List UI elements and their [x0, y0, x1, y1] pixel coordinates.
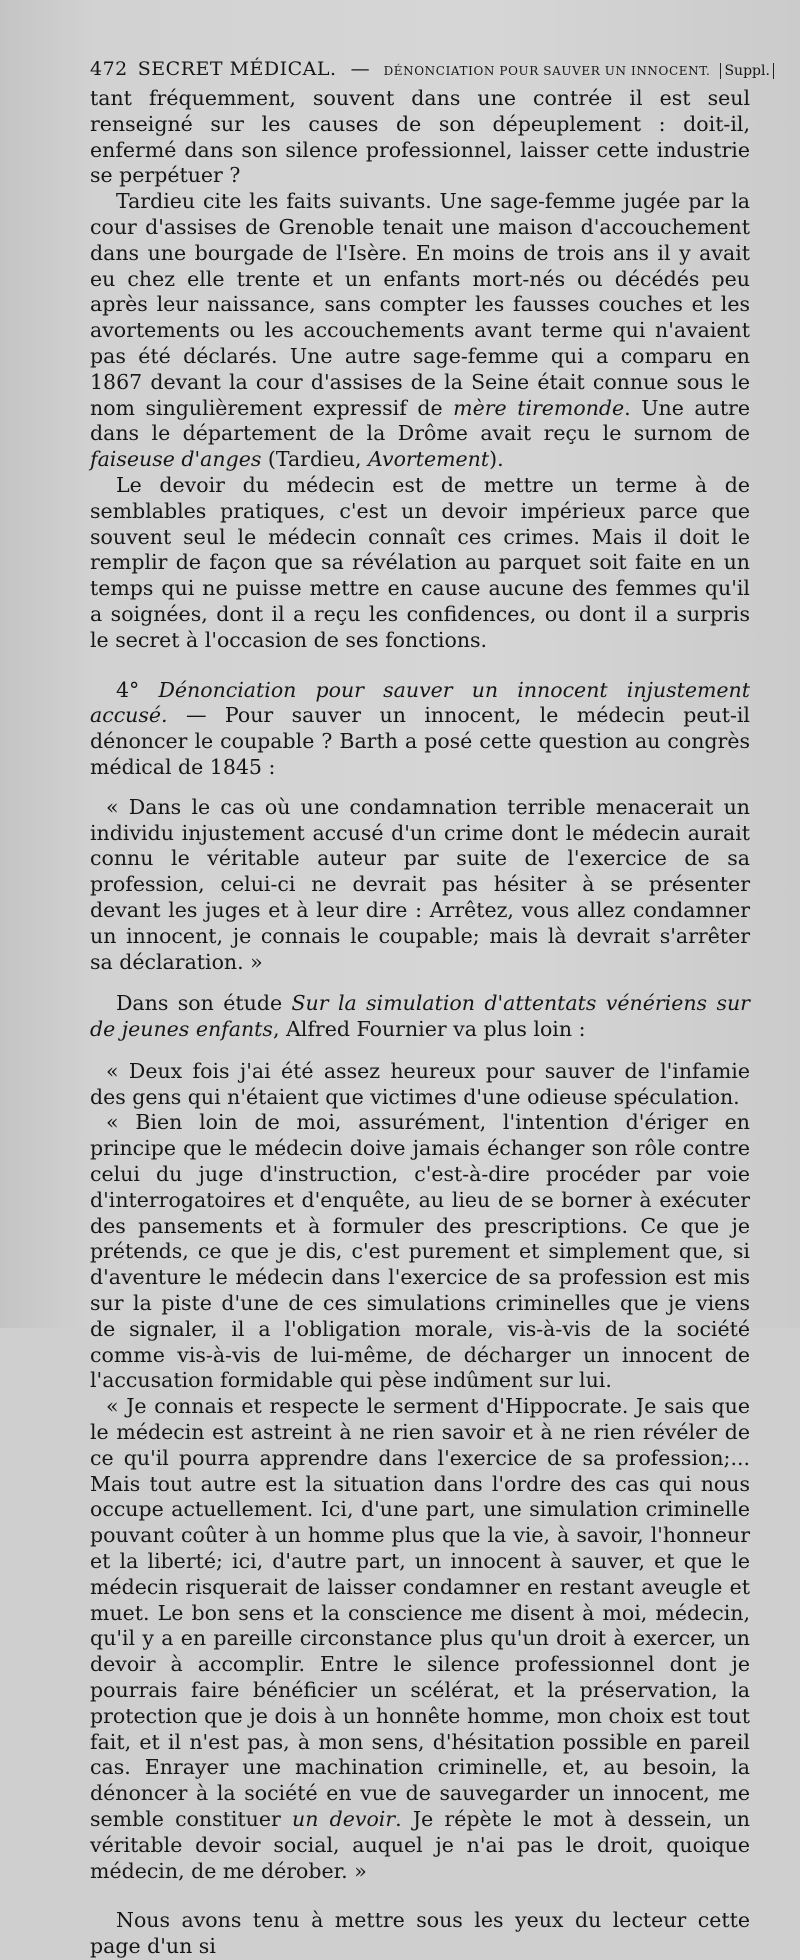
paragraph-text: Dans son étude [116, 991, 292, 1016]
running-title: SECRET MÉDICAL. [137, 58, 337, 80]
body-text [90, 86, 750, 1960]
italic-term: mère tiremonde [453, 395, 625, 420]
paragraph-tardieu [90, 189, 750, 473]
section-heading: Dénonciation pour sauver un innocent injustement accusé. [90, 677, 750, 728]
paragraph-continuation: tant fréquemment, souvent dans une contrée il est seul renseigné sur les causes de son dépeuplement : doit-il, enfermé dans son silence professionnel, laisser cette industrie se perpétuer ? [90, 86, 750, 188]
quote-barth [90, 795, 750, 976]
paragraph-fournier [90, 991, 750, 1043]
section-heading-paragraph [90, 678, 750, 781]
quote-paragraph: « Bien loin de moi, assurément, l'intention d'ériger en principe que le médecin doive jamais échanger son rôle contre celui du juge d'instruction, c'est-à-dire procéder par voie d'interrogatoires et d'enquête, au lieu de se borner à exécuter des pansements et à formuler des prescriptions. Ce que je prétends, ce que je dis, c'est purement et simplement que, si d'aventure le médecin dans l'exercice de sa profession est mis sur la piste d'une de ces simulations criminelles que je viens de signaler, il a l'obligation morale, vis-à-vis de la société comme vis-à-vis de lui-même, de décharger un innocent de l'accusation formidable qui pèse indûment sur lui. [90, 1110, 750, 1393]
running-header [90, 58, 770, 80]
page-number: 472 [90, 58, 128, 80]
supplement-mark: Suppl. [720, 63, 773, 79]
paragraph-text: , Alfred Fournier va plus loin : [272, 1017, 586, 1042]
quote-paragraph: « Dans le cas où une condamnation terrible menacerait un individu injustement accusé d'un crime dont le médecin aurait connu le véritable auteur par suite de l'exercice de sa profession, celui-ci ne devrait pas hésiter à se présenter devant les juges et à leur dire : Arrêtez, vous allez condamner un innocent, je connais le coupable; mais là devrait s'arrêter sa déclaration. » [90, 794, 750, 974]
quote-paragraph: « Deux fois j'ai été assez heureux pour sauver de l'infamie des gens qui n'étaient que victimes d'une odieuse spéculation. [90, 1058, 750, 1109]
running-subtitle: DÉNONCIATION POUR SAUVER UN INNOCENT. [383, 64, 711, 78]
section-number: 4° [116, 677, 140, 702]
header-dash: — [350, 58, 370, 80]
italic-citation: Avortement [368, 447, 490, 472]
quote-paragraph [90, 1394, 750, 1884]
paragraph-text: . Une autre dans le département de la Drôme avait reçu le surnom de [90, 395, 750, 446]
quote-text: . Je répète le mot à dessein, un véritable devoir social, auquel je n'ai pas le droit, quoique médecin, de me dérober. » [90, 1807, 750, 1883]
italic-title: Sur la simulation d'attentats vénériens sur de jeunes enfants [90, 991, 750, 1042]
quote-fournier [90, 1059, 750, 1885]
italic-term: faiseuse d'anges [90, 447, 262, 472]
paragraph-devoir: Le devoir du médecin est de mettre un terme à de semblables pratiques, c'est un devoir impérieux parce que souvent seul le médecin connaît ces crimes. Mais il doit le remplir de façon que sa révélation au parquet soit faite en un temps qui ne puisse mettre en cause aucune des femmes qu'il a soignées, dont il a reçu les confidences, ou dont il a surpris le secret à l'occasion de ses fonctions. [90, 472, 750, 652]
quote-text: « Je connais et respecte le serment d'Hippocrate. Je sais que le médecin est astreint à ne rien savoir et à ne rien révéler de ce qu'il pourra apprendre dans l'exercice de sa profession;... Mais tout autre est la situation dans l'ordre des cas qui nous occupe actuellement. Ici, d'une part, une simulation criminelle pouvant coûter à un homme plus que la vie, à savoir, l'honneur et la liberté; ici, d'autre part, un innocent à sauver, et que le médecin risquerait de laisser condamner en restant aveugle et muet. Le bon sens et la conscience me disent à moi, médecin, qu'il y a en pareille circonstance plus qu'un droit à exercer, un devoir à accomplir. Entre le silence professionnel dont je pourrais faire bénéficier un scélérat, et la préservation, la protection que je dois à un honnête homme, mon choix est tout fait, et il n'est pas, à mon sens, d'hésitation possible en pareil cas. Enrayer une machination criminelle, et, au besoin, la dénoncer à la société en vue de sauvegarder un innocent, me semble constituer [90, 1394, 750, 1831]
paragraph-text: (Tardieu, [261, 447, 369, 472]
italic-term: un devoir [292, 1807, 396, 1831]
paragraph-final: Nous avons tenu à mettre sous les yeux du lecteur cette page d'un si [90, 1908, 750, 1959]
paragraph-text: — Pour sauver un innocent, le médecin peut-il dénoncer le coupable ? Barth a posé cette question au congrès médical de 1845 : [90, 703, 750, 779]
paragraph-text: Tardieu cite les faits suivants. Une sage-femme jugée par la cour d'assises de Grenoble tenait une maison d'accouchement dans une bourgade de l'Isère. En moins de trois ans il y avait eu chez elle trente et un enfants mort-nés ou décédés peu après leur naissance, sans compter les fausses couches et les avortements ou les accouchements avant terme qui n'avaient pas été déclarés. Une autre sage-femme qui a comparu en 1867 devant la cour d'assises de la Seine était connue sous le nom singulièrement expressif de [90, 189, 750, 420]
paragraph-text: ). [489, 447, 504, 472]
